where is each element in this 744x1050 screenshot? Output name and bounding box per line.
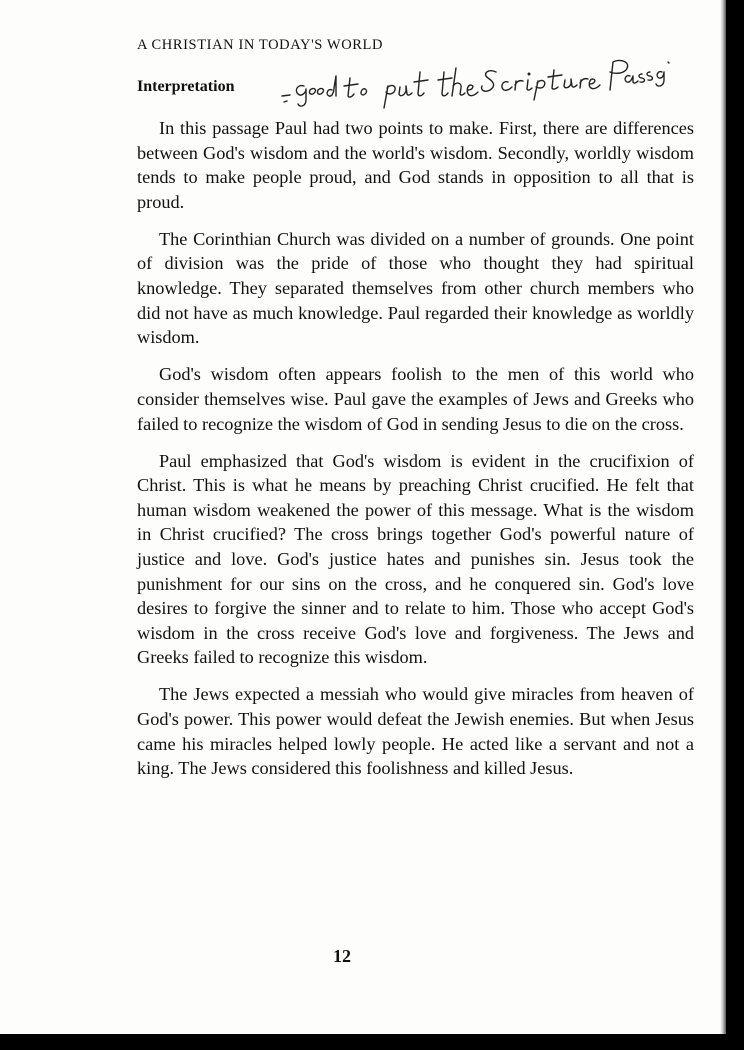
paragraph: The Jews expected a messiah who would give miracles from heaven of God's power. This power would defeat the Jewish enemies. But when Jesus came his miracles helped lowly people. He acted like a servant and not a king. The Jews considered this foolishness and killed Jesus.: [137, 684, 694, 779]
handwritten-note: [270, 50, 670, 110]
paragraph: God's wisdom often appears foolish to the men of this world who consider themselves wise. Paul gave the examples of Jews and Greeks who failed to recognize the wisdom of God in sending Jesus to die on the cross.: [137, 364, 694, 434]
paragraph: In this passage Paul had two points to make. First, there are differences between God's wisdom and the world's wisdom. Secondly, worldly wisdom tends to make people proud, and God stands in opposition to all that is proud.: [137, 118, 694, 212]
section-heading: Interpretation: [137, 78, 235, 95]
paragraph: The Corinthian Church was divided on a number of grounds. One point of division was the pride of those who thought they had spiritual knowledge. They separated themselves from other church members who did not have as much knowledge. Paul regarded their knowledge as worldly wisdom.: [137, 228, 694, 348]
body-text: [137, 116, 694, 793]
paragraph: Paul emphasized that God's wisdom is evident in the crucifixion of Christ. This is what he means by preaching Christ crucified. He felt that human wisdom weakened the power of this message. What is the wisdom in Christ crucified? The cross brings together God's powerful nature of justice and love. God's justice hates and punishes sin. Jesus took the punishment for our sins on the cross, and he conquered sin. God's love desires to forgive the sinner and to relate to him. Those who accept God's wisdom in the cross receive God's love and forgiveness. The Jews and Greeks failed to recognize this wisdom.: [137, 450, 694, 668]
scan-border-bottom: [0, 1034, 744, 1050]
running-head: A CHRISTIAN IN TODAY'S WORLD: [137, 37, 384, 53]
page-number: 12: [333, 946, 351, 966]
scan-border-right: [726, 0, 744, 1050]
